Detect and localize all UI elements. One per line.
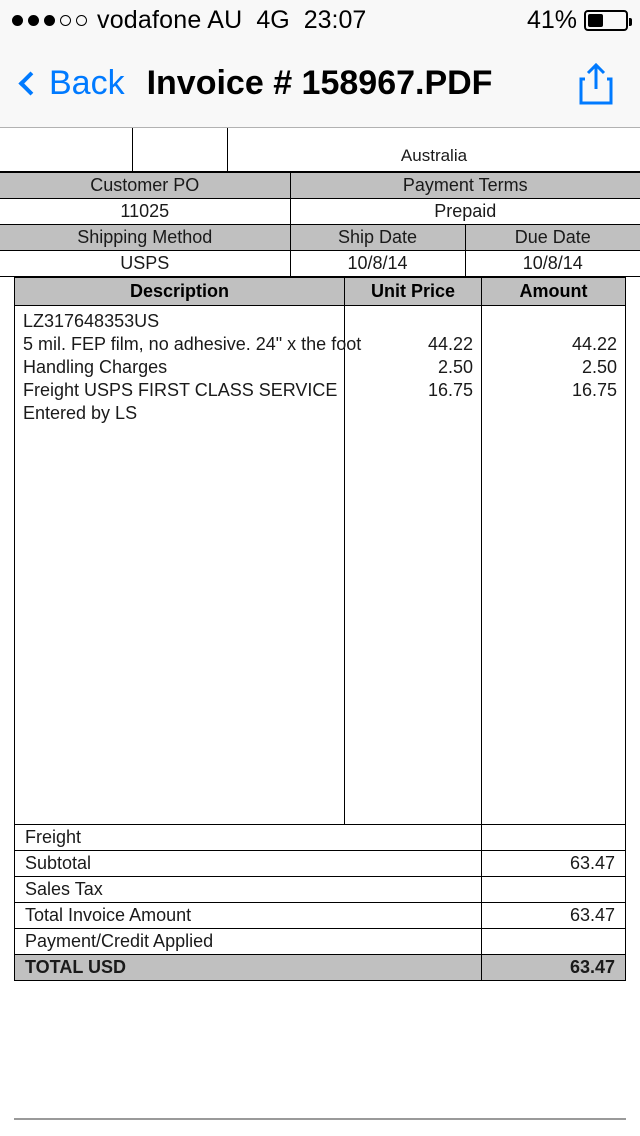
country-cell: Australia	[227, 128, 640, 171]
list-item: 44.22	[571, 334, 617, 354]
list-item	[353, 402, 473, 425]
top-strip-left-cell	[0, 128, 133, 171]
list-item	[353, 310, 473, 333]
customer-po-value: 11025	[0, 199, 290, 225]
list-item: 16.75	[571, 380, 617, 400]
battery-fill	[588, 14, 603, 27]
page-edge-divider	[14, 1118, 626, 1120]
totals-value: 63.47	[482, 850, 626, 876]
grand-total-label: TOTAL USD	[15, 954, 482, 980]
due-date-header: Due Date	[465, 225, 640, 251]
line-items-table	[14, 277, 626, 824]
shipping-method-value: USPS	[0, 251, 290, 277]
back-button[interactable]	[16, 64, 125, 103]
list-item: 44.22	[427, 334, 473, 354]
grand-total-value: 63.47	[482, 954, 626, 980]
clock-label: 23:07	[303, 5, 367, 34]
table-row	[15, 902, 626, 928]
unit-price-cell	[345, 306, 482, 824]
table-row	[0, 225, 640, 251]
navigation-bar	[0, 40, 640, 128]
list-item	[490, 310, 617, 333]
totals-table	[14, 824, 626, 981]
shipping-method-header: Shipping Method	[0, 225, 290, 251]
list-item: 2.50	[437, 357, 473, 377]
carrier-label: vodafone AU	[97, 5, 243, 34]
list-item	[490, 402, 617, 425]
due-date-value: 10/8/14	[465, 251, 640, 277]
table-row	[15, 876, 626, 902]
totals-label: Sales Tax	[15, 876, 482, 902]
chevron-left-icon	[18, 71, 42, 95]
ship-date-value: 10/8/14	[290, 251, 465, 277]
table-row	[15, 824, 626, 850]
battery-icon	[584, 10, 628, 31]
totals-label: Total Invoice Amount	[15, 902, 482, 928]
customer-po-header: Customer PO	[0, 173, 290, 199]
totals-label: Freight	[15, 824, 482, 850]
status-bar-right	[527, 6, 628, 35]
list-item: 5 mil. FEP film, no adhesive. 24" x the foot	[23, 334, 362, 354]
payment-terms-value: Prepaid	[290, 199, 640, 225]
table-header-row	[15, 278, 626, 306]
share-icon[interactable]	[578, 62, 614, 106]
page-title: Invoice # 158967.PDF	[146, 64, 493, 102]
line-items-container	[0, 277, 640, 981]
totals-value	[482, 824, 626, 850]
totals-value	[482, 876, 626, 902]
unit-price-header: Unit Price	[345, 278, 482, 306]
table-row	[0, 199, 640, 225]
top-strip-gap	[133, 128, 227, 171]
status-bar	[0, 0, 640, 40]
invoice-info-table	[0, 172, 640, 277]
table-row	[0, 173, 640, 199]
signal-strength-icon	[12, 15, 87, 26]
list-item: 2.50	[581, 357, 617, 377]
payment-terms-header: Payment Terms	[290, 173, 640, 199]
amount-cell	[482, 306, 626, 824]
table-row	[15, 306, 626, 824]
totals-label: Payment/Credit Applied	[15, 928, 482, 954]
list-item: Handling Charges	[23, 357, 168, 377]
table-row	[15, 928, 626, 954]
list-item: 16.75	[427, 380, 473, 400]
amount-header: Amount	[482, 278, 626, 306]
table-row	[15, 954, 626, 980]
totals-value	[482, 928, 626, 954]
document-top-strip	[0, 128, 640, 172]
battery-percent-label: 41%	[526, 5, 577, 34]
ship-date-header: Ship Date	[290, 225, 465, 251]
back-button-label: Back	[49, 64, 125, 102]
table-row	[15, 850, 626, 876]
totals-label: Subtotal	[15, 850, 482, 876]
description-cell	[15, 306, 362, 824]
network-type-label: 4G	[256, 5, 290, 34]
list-item: LZ317648353US	[23, 311, 160, 331]
totals-value: 63.47	[482, 902, 626, 928]
list-item: Freight USPS FIRST CLASS SERVICE	[23, 380, 338, 400]
table-row	[0, 251, 640, 277]
description-header: Description	[15, 278, 345, 306]
list-item: Entered by LS	[23, 403, 138, 423]
pdf-document-view[interactable]	[0, 128, 640, 1136]
